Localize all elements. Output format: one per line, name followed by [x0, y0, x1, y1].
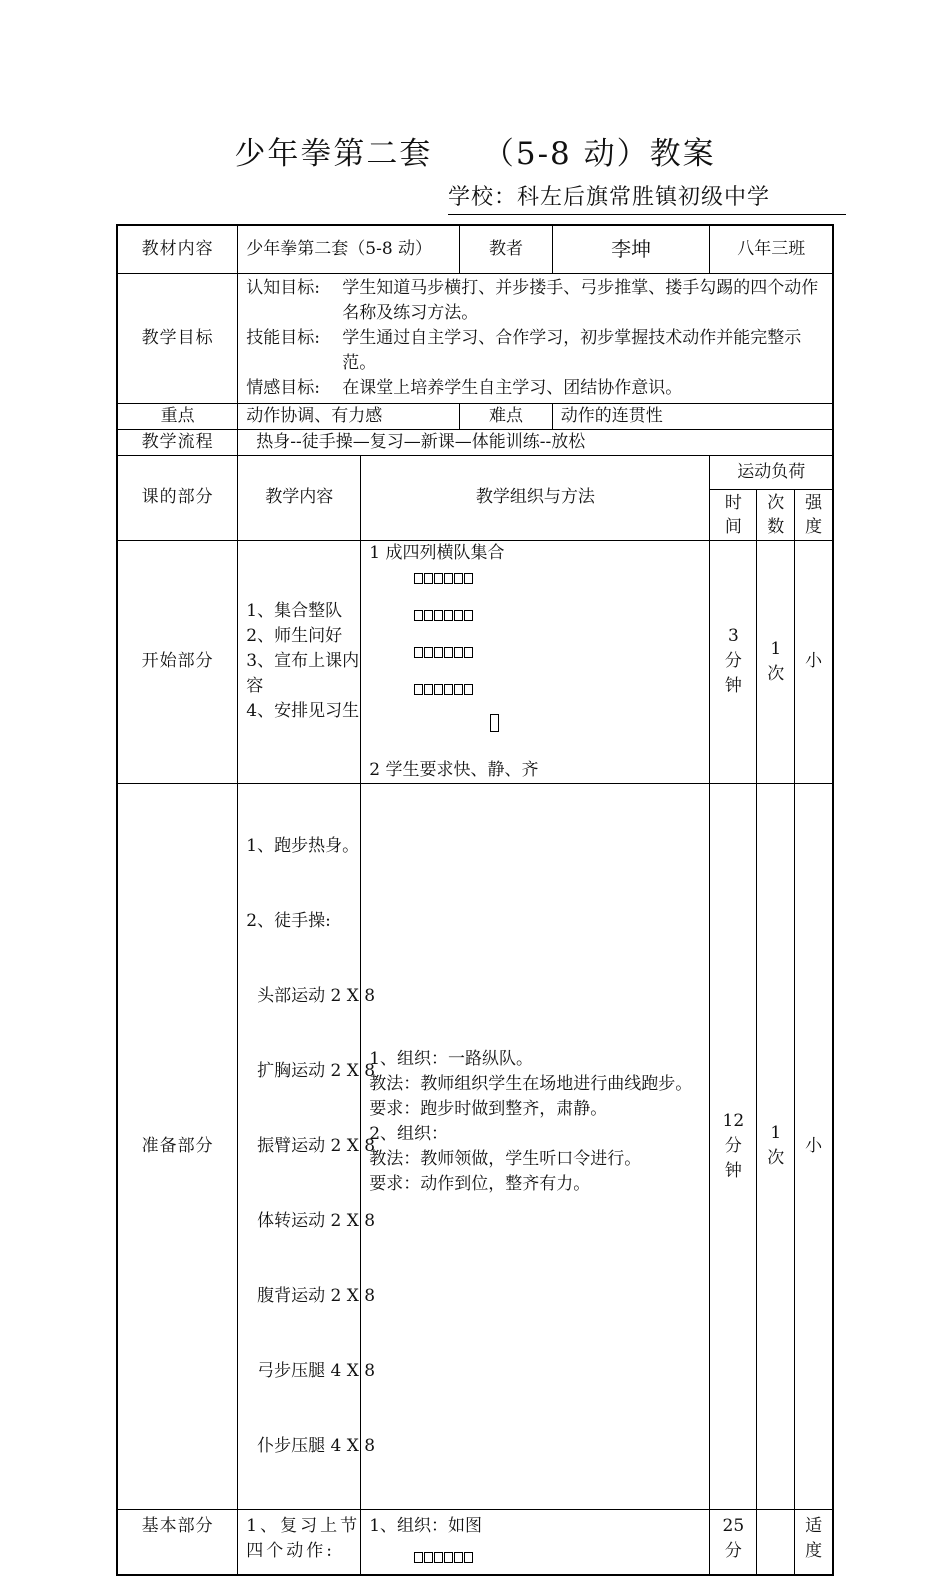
formation-row [414, 566, 709, 591]
formation-row [414, 677, 709, 702]
formation-diagram [369, 566, 709, 740]
page-title: 少年拳第二套 （5-8 动）教案 [234, 136, 716, 172]
col-method: 教学组织与方法 [361, 455, 710, 540]
teacher-label: 教者 [460, 225, 552, 273]
formation-row [414, 640, 709, 665]
objectives-cell [238, 273, 833, 403]
method-line: 2、组织： [369, 1124, 449, 1144]
start-time: 3 分 钟 [710, 540, 757, 783]
start-method [361, 540, 710, 783]
list-item: 1、集合整队 [246, 601, 343, 621]
list-item: 头部运动 2 X 8 [246, 985, 376, 1006]
key-value: 动作协调、有力感 [238, 403, 460, 429]
basic-method [361, 1509, 710, 1575]
teacher-position [414, 714, 709, 740]
material-row [117, 225, 833, 273]
basic-section-row [117, 1509, 833, 1575]
method-line: 1、组织：一路纵队。 [369, 1049, 534, 1069]
list-item: 弓步压腿 4 X 8 [246, 1360, 376, 1381]
list-item: 振臂运动 2 X 8 [246, 1135, 376, 1156]
col-content: 教学内容 [238, 455, 361, 540]
prep-intensity: 小 [795, 783, 833, 1509]
col-time: 时间 [710, 489, 757, 540]
method-line: 1 成四列横队集合 [369, 542, 505, 563]
start-section-row [117, 540, 833, 783]
school-name: 学校：科左后旗常胜镇初级中学 [448, 184, 846, 215]
objectives-row [117, 273, 833, 403]
prep-part: 准备部分 [117, 783, 238, 1509]
prep-time: 12 分 钟 [710, 783, 757, 1509]
objectives-label: 教学目标 [117, 273, 238, 403]
start-count: 1 次 [757, 540, 795, 783]
list-item: 4、安排见习生 [246, 701, 360, 721]
method-line: 教法：教师领做，学生听口令进行。 [369, 1149, 642, 1169]
prep-section-row [117, 783, 833, 1509]
formation-row [414, 603, 709, 628]
col-part: 课的部分 [117, 455, 238, 540]
column-header-row [117, 455, 833, 489]
key-label: 重点 [117, 403, 238, 429]
col-intensity: 强度 [795, 489, 833, 540]
method-line: 要求：跑步时做到整齐，肃静。 [369, 1099, 608, 1119]
basic-part: 基本部分 [117, 1509, 238, 1575]
objective-affective: 情感目标: 在课堂上培养学生自主学习、团结协作意识。 [246, 377, 683, 398]
method-line: 1、组织：如图 [369, 1515, 483, 1536]
basic-intensity: 适 度 [795, 1509, 833, 1575]
list-item: 2、徒手操: [246, 910, 331, 931]
difficulty-label: 难点 [460, 403, 552, 429]
start-intensity: 小 [795, 540, 833, 783]
flow-label: 教学流程 [117, 429, 238, 455]
list-item: 2、师生问好 [246, 626, 343, 646]
prep-count: 1 次 [757, 783, 795, 1509]
objective-cognitive: 认知目标: 学生知道马步横打、并步搂手、弓步推掌、搂手勾踢的四个动作名称及练习方法。 [246, 277, 819, 323]
col-count: 次数 [757, 489, 795, 540]
list-item: 3、宣布上课内容 [246, 651, 360, 696]
material-value: 少年拳第二套（5-8 动） [238, 225, 460, 273]
flow-value: 热身--徒手操—复习—新课—体能训练--放松 [238, 429, 833, 455]
method-line: 要求：动作到位，整齐有力。 [369, 1174, 591, 1194]
method-line: 2 学生要求快、静、齐 [369, 759, 539, 780]
basic-count [757, 1509, 795, 1575]
prep-content [238, 783, 376, 1509]
material-label: 教材内容 [117, 225, 238, 273]
objective-skill: 技能目标: 学生通过自主学习、合作学习，初步掌握技术动作并能完整示范。 [246, 327, 802, 373]
list-item: 腹背运动 2 X 8 [246, 1285, 376, 1306]
list-item: 仆步压腿 4 X 8 [246, 1435, 376, 1456]
method-line: 教法：教师组织学生在场地进行曲线跑步。 [369, 1074, 693, 1094]
basic-time: 25 分 [710, 1509, 757, 1575]
teacher-value: 李坤 [552, 225, 710, 273]
start-content [238, 540, 361, 783]
col-load: 运动负荷 [710, 455, 833, 489]
class-value: 八年三班 [710, 225, 833, 273]
formation-row [369, 1545, 709, 1570]
key-row [117, 403, 833, 429]
start-part: 开始部分 [117, 540, 238, 783]
flow-row [117, 429, 833, 455]
lesson-plan-table [116, 224, 834, 1576]
basic-content: 1、复习上节四个动作: [238, 1509, 361, 1575]
prep-method [361, 783, 710, 1509]
list-item: 扩胸运动 2 X 8 [246, 1060, 376, 1081]
list-item: 体转运动 2 X 8 [246, 1210, 376, 1231]
difficulty-value: 动作的连贯性 [552, 403, 833, 429]
list-item: 1、跑步热身。 [246, 835, 360, 856]
